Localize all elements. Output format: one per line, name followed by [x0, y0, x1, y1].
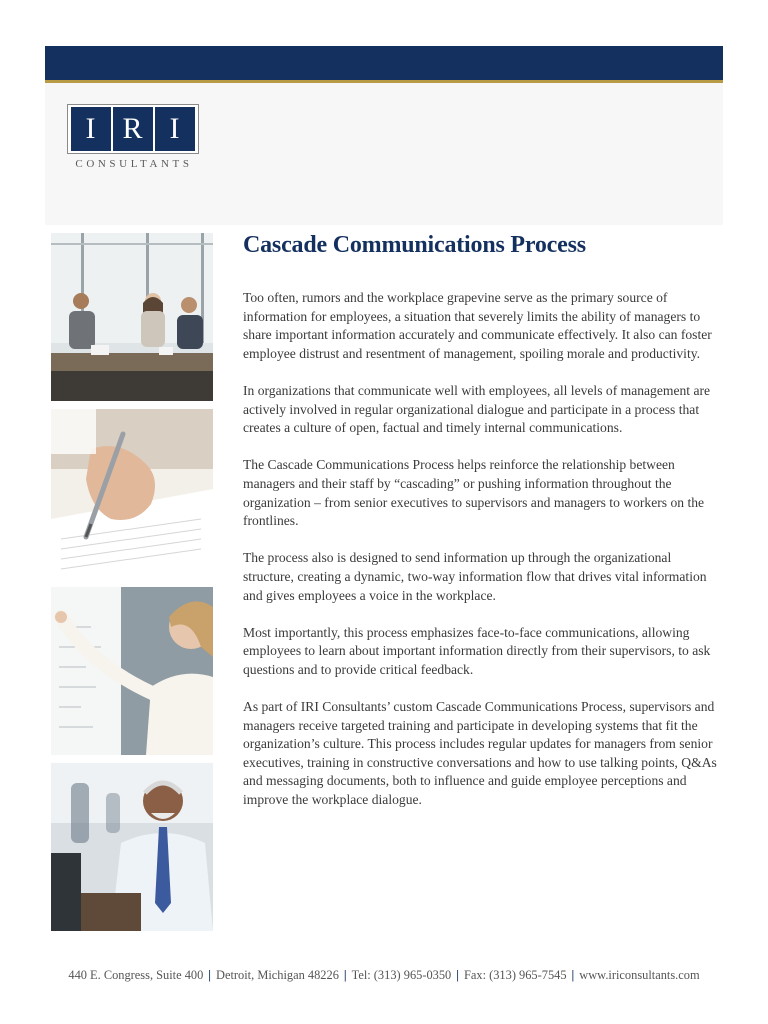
paragraph: In organizations that communicate well with employees, all levels of management are actively involved in regular organizational dialogue and participate in a process that creates a culture of open, factual and timely internal communications.: [243, 382, 711, 436]
footer-tel: Tel: (313) 965-0350: [351, 968, 452, 982]
logo-subtitle: CONSULTANTS: [75, 158, 193, 170]
logo-letter: I: [71, 107, 111, 151]
paragraph: Most importantly, this process emphasizes face-to-face communications, allowing employees to learn about important information directly from their supervisors, to ask questions and to provide critical feedback.: [243, 624, 711, 677]
logo-letters: [67, 104, 199, 154]
photo-writing: [51, 409, 213, 579]
logo-letter: R: [113, 107, 153, 151]
photo-executive: [51, 763, 213, 931]
footer-address: 440 E. Congress, Suite 400: [68, 968, 204, 982]
photo-whiteboard: [51, 587, 213, 755]
paragraph: Too often, rumors and the workplace grapevine serve as the primary source of information for employees, a situation that severely limits the ability of managers to share important information accurately and communicate effectively. It also can foster employee distrust and resentment of management, spoiling morale and productivity.: [243, 290, 712, 361]
footer-divider: |: [343, 968, 347, 982]
company-logo: [67, 104, 199, 170]
paragraph: The Cascade Communications Process helps reinforce the relationship between managers and their staff by “cascading” or pushing information throughout the organization – from senior executives to supervisors and managers to workers on the frontlines.: [243, 457, 705, 529]
paragraph: The process also is designed to send information up through the organizational structure, creating a dynamic, two-way information flow that drives vital information and gives employees a voice in the workplace.: [243, 550, 707, 603]
logo-letter: I: [155, 107, 195, 151]
footer-city: Detroit, Michigan 48226: [216, 968, 339, 982]
footer-fax: Fax: (313) 965-7545: [463, 968, 567, 982]
photo-meeting: [51, 233, 213, 401]
document-body: [243, 289, 718, 828]
footer-website-link[interactable]: www.iriconsultants.com: [579, 968, 700, 982]
footer-divider: |: [208, 968, 212, 982]
document-title: Cascade Communications Process: [243, 232, 586, 258]
footer-contact: [0, 968, 768, 983]
header-bar: [45, 46, 723, 83]
footer-divider: |: [571, 968, 575, 982]
footer-divider: |: [456, 968, 459, 982]
paragraph: As part of IRI Consultants’ custom Cascade Communications Process, supervisors and managers receive targeted training and participate in developing systems that fit the organization’s culture. This process includes regular updates for managers from senior executives, training in constructive conversations and how to use talking points, Q&As and messaging documents, both to influence and guide employee perceptions and improve the workplace dialogue.: [243, 699, 717, 808]
